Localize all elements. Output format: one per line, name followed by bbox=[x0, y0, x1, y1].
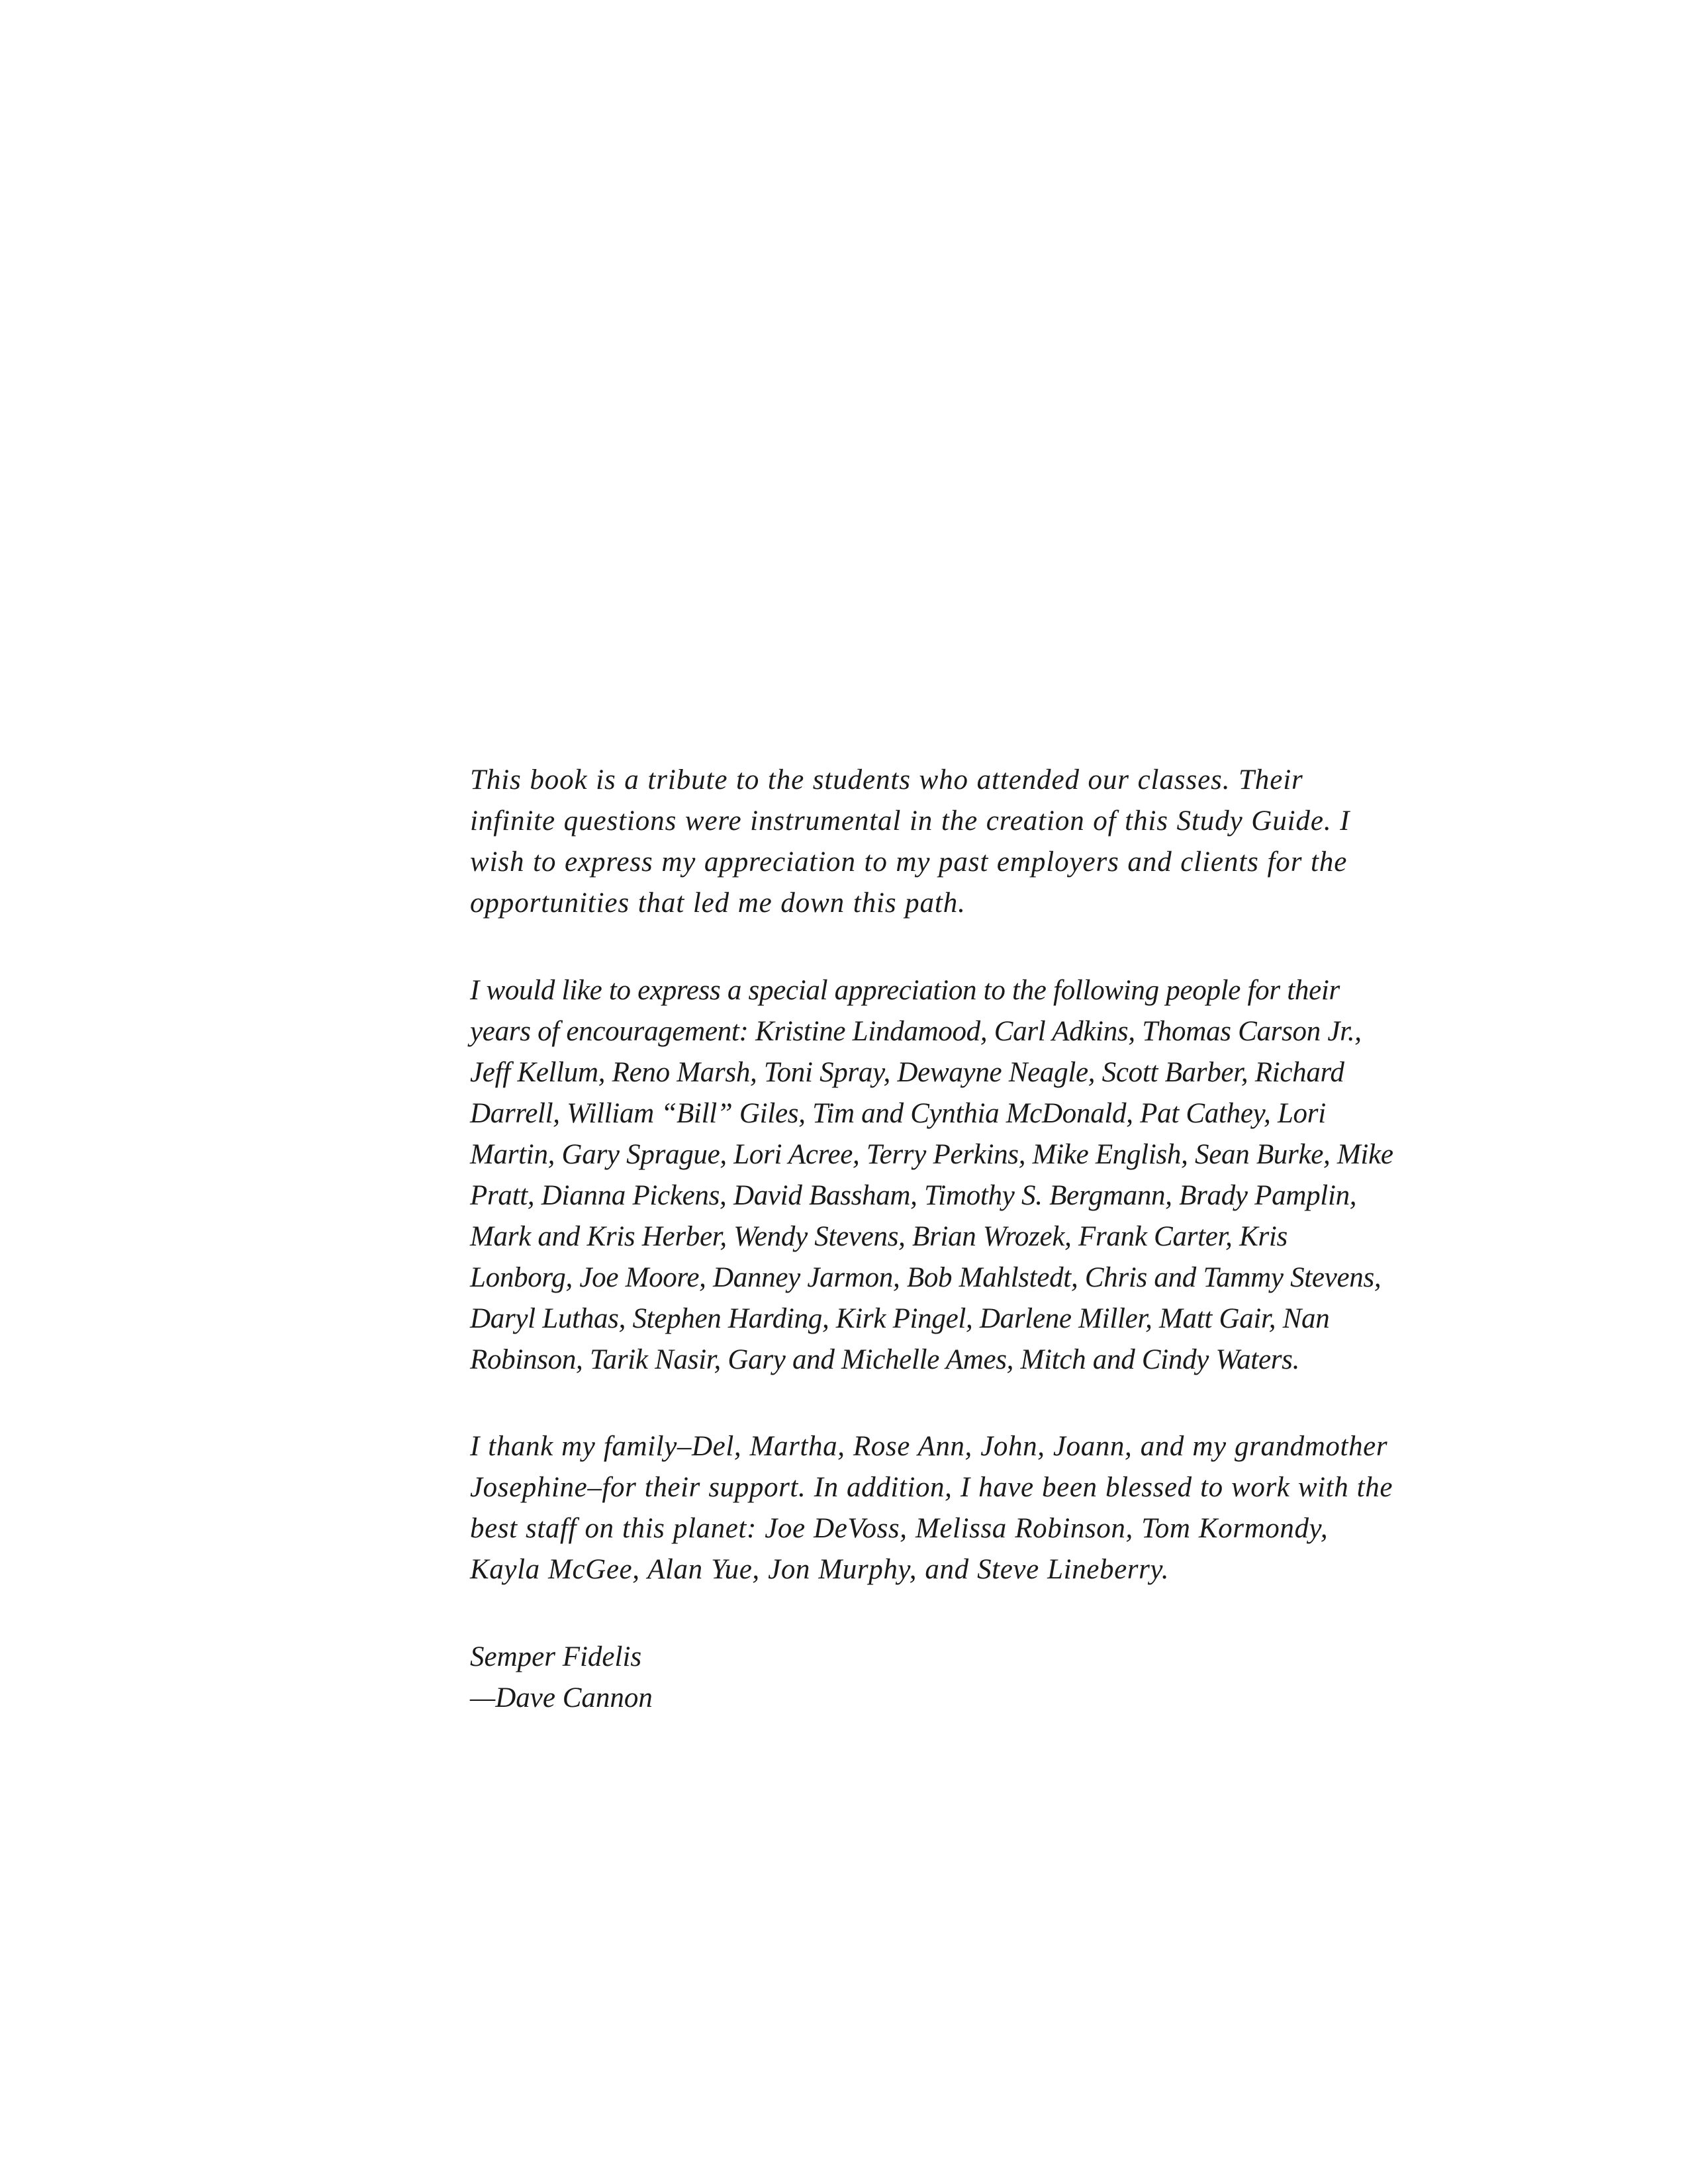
dedication-text bbox=[470, 760, 1393, 1719]
dedication-paragraph-family: I thank my family–Del, Martha, Rose Ann, John, Joann, and my grandmother Josephine–for their support. In addition, I have been blessed to work with the best staff on this planet: Joe DeVoss, Melissa Robinson, Tom Kormondy, Kayla McGee, Alan Yue, Jon Murphy, and Steve Lineberry. bbox=[470, 1431, 1393, 1585]
dedication-paragraph-appreciation: I would like to express a special appreciation to the following people for their years of encouragement: Kristine Lindamood, Carl Adkins, Thomas Carson Jr., Jeff Kellum, Reno Marsh, Toni Spray, Dewayne Neagle, Scott Barber, Richard Darrell, William “Bill” Giles, Tim and Cynthia McDonald, Pat Cathey, Lori Martin, Gary Sprague, Lori Acree, Terry Perkins, Mike English, Sean Burke, Mike Pratt, Dianna Pickens, David Bassham, Timothy S. Bergmann, Brady Pamplin, Mark and Kris Herber, Wendy Stevens, Brian Wrozek, Frank Carter, Kris Lonborg, Joe Moore, Danney Jarmon, Bob Mahlstedt, Chris and Tammy Stevens, Daryl Luthas, Stephen Harding, Kirk Pingel, Darlene Miller, Matt Gair, Nan Robinson, Tarik Nasir, Gary and Michelle Ames, Mitch and Cindy Waters. bbox=[470, 975, 1393, 1375]
sign-off bbox=[470, 1637, 1393, 1719]
closing-line: Semper Fidelis bbox=[470, 1641, 642, 1672]
dedication-paragraph-students: This book is a tribute to the students who attended our classes. Their infinite questions were instrumental in the creation of this Study Guide. I wish to express my appreciation to my past employers and clients for the opportunities that led me down this path. bbox=[470, 764, 1350, 919]
author-signature: —Dave Cannon bbox=[470, 1682, 653, 1713]
